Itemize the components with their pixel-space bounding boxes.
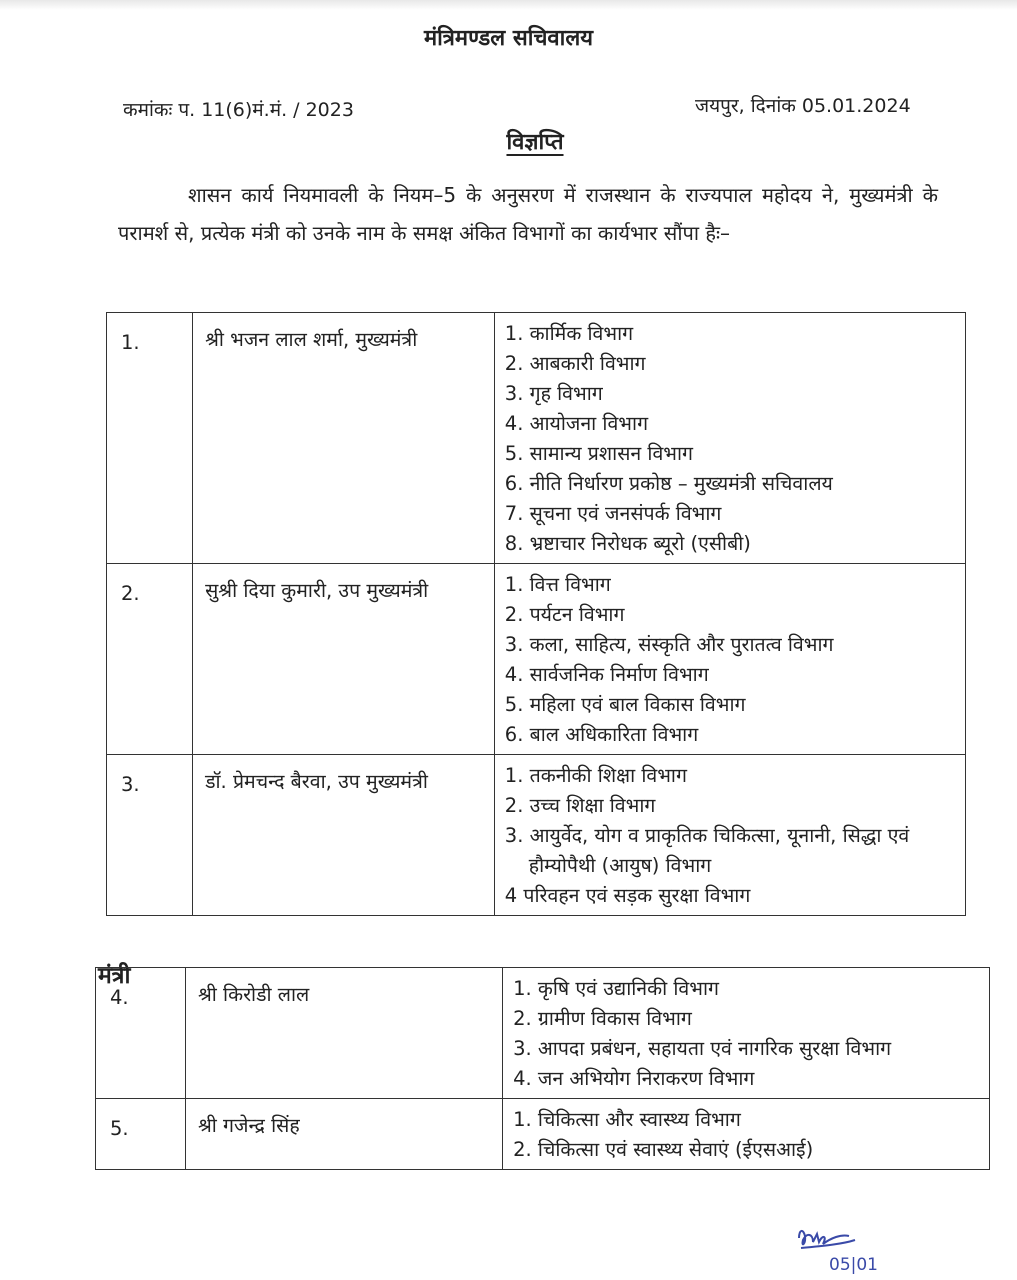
serial-number: 1. [107,313,193,564]
intro-paragraph: शासन कार्य नियमावली के नियम–5 के अनुसरण में राजस्थान के राज्यपाल महोदय ने, मुख्यमंत्री के परामर्श से, प्रत्येक मंत्री को उनके नाम के समक्ष अंकित विभागों का कार्यभार सौंपा हैः– [118,183,938,245]
minister-name: डॉ. प्रेमचन्द बैरवा, उप मुख्यमंत्री [193,755,495,916]
minister-name: श्री गजेन्द्र सिंह [186,1099,503,1170]
department-item: 2. चिकित्सा एवं स्वास्थ्य सेवाएं (ईएसआई) [513,1138,814,1161]
department-item: 4. जन अभियोग निराकरण विभाग [513,1067,755,1090]
department-item: 3. आपदा प्रबंधन, सहायता एवं नागरिक सुरक्षा विभाग [513,1037,892,1060]
department-item: 6. बाल अधिकारिता विभाग [504,723,699,746]
department-item: 1. कार्मिक विभाग [504,322,634,345]
department-item: 4. आयोजना विभाग [504,412,649,435]
notification-heading-text: विज्ञप्ति [506,130,564,155]
minister-name: श्री किरोडी लाल [186,968,503,1099]
department-item: 2. ग्रामीण विकास विभाग [513,1007,692,1030]
department-item: 5. सामान्य प्रशासन विभाग [504,442,694,465]
minister-row [96,968,990,1099]
serial-number: 4. [96,968,186,1099]
minister-row [96,1099,990,1170]
department-item: 2. आबकारी विभाग [504,352,646,375]
office-title: मंत्रिमण्डल सचिवालय [423,26,594,51]
department-item: 1. कृषि एवं उद्यानिकी विभाग [513,977,719,1000]
scan-edge [0,0,1017,10]
signature-date-note: 05|01 [829,1255,878,1275]
reference-number: कमांकः प. 11(6)मं.मं. / 2023 [123,99,354,121]
department-item: 1. चिकित्सा और स्वास्थ्य विभाग [513,1108,741,1131]
signature-mark [793,1222,893,1277]
serial-number: 2. [107,564,193,755]
department-list [494,564,965,755]
department-list [503,968,990,1099]
serial-number: 5. [96,1099,186,1170]
department-item: 2. पर्यटन विभाग [504,603,625,626]
department-item: 4 परिवहन एवं सड़क सुरक्षा विभाग [504,884,751,907]
department-list [494,755,965,916]
place-date: जयपुर, दिनांक 05.01.2024 [695,95,911,117]
department-item: 6. नीति निर्धारण प्रकोष्ठ – मुख्यमंत्री सचिवालय [504,472,833,495]
minister-row [107,313,966,564]
department-item: 3. गृह विभाग [504,382,603,405]
department-list [503,1099,990,1170]
department-item: 7. सूचना एवं जनसंपर्क विभाग [504,502,722,525]
ministers-table [95,967,990,1170]
department-item: 4. सार्वजनिक निर्माण विभाग [504,663,709,686]
department-list [494,313,965,564]
chief-ministers-table [106,312,966,916]
serial-number: 3. [107,755,193,916]
department-item: 3. आयुर्वेद, योग व प्राकृतिक चिकित्सा, यूनानी, सिद्धा एवं हौम्योपैथी (आयुष) विभाग [504,824,910,877]
department-item: 8. भ्रष्टाचार निरोधक ब्यूरो (एसीबी) [504,532,751,555]
department-item: 1. वित्त विभाग [504,573,611,596]
ministers-section-label: मंत्री [98,963,131,989]
minister-name: श्री भजन लाल शर्मा, मुख्यमंत्री [193,313,495,564]
notification-heading [0,126,1017,156]
department-item: 5. महिला एवं बाल विकास विभाग [504,693,746,716]
department-item: 1. तकनीकी शिक्षा विभाग [504,764,687,787]
minister-row [107,755,966,916]
department-item: 2. उच्च शिक्षा विभाग [504,794,656,817]
minister-name: सुश्री दिया कुमारी, उप मुख्यमंत्री [193,564,495,755]
department-item: 3. कला, साहित्य, संस्कृति और पुरातत्व विभाग [504,633,834,656]
minister-row [107,564,966,755]
